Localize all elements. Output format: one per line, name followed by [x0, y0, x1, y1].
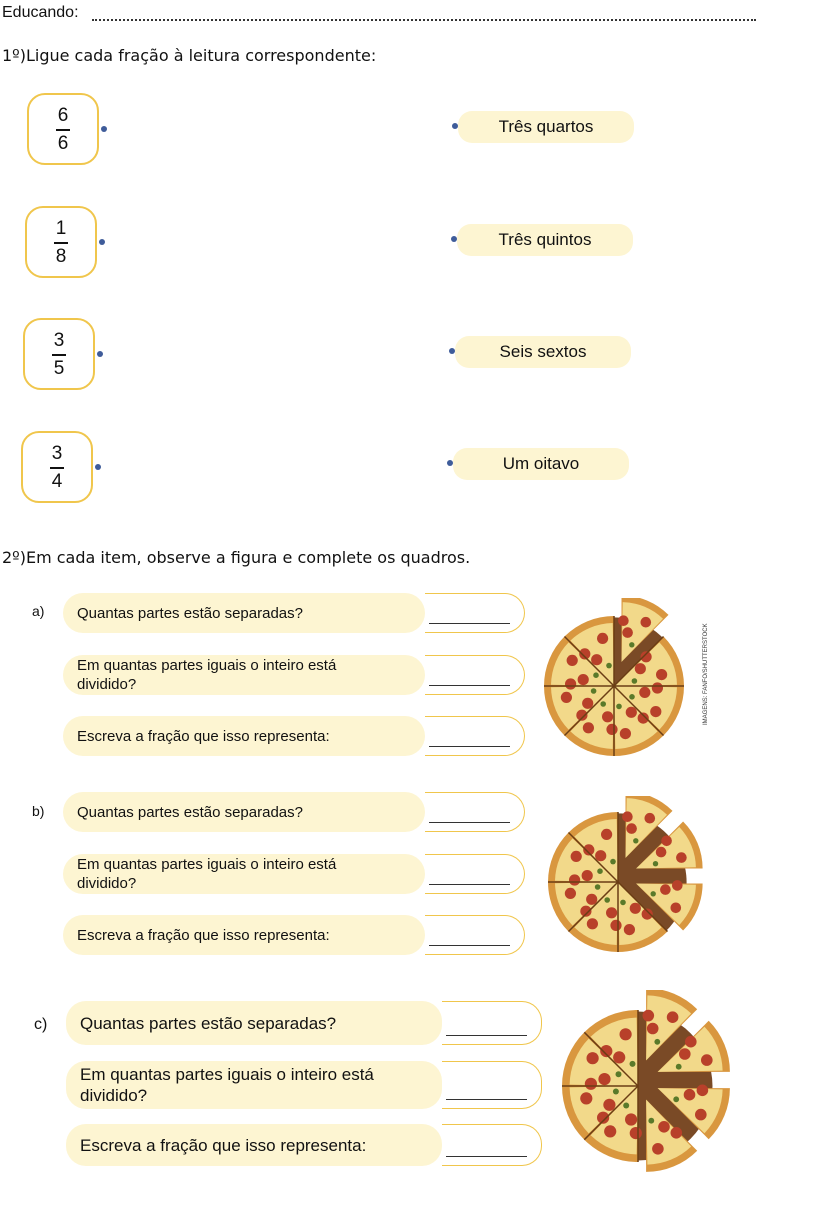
question-text: Quantas partes estão separadas?: [77, 604, 303, 622]
reading-pill-3: Seis sextos: [455, 336, 631, 368]
fraction-box-4: [21, 431, 93, 503]
fraction-numerator: 1: [55, 218, 67, 239]
item-letter-c: c): [34, 1016, 48, 1033]
item-b-question-separated: [63, 792, 525, 832]
answer-box[interactable]: [425, 655, 525, 695]
fraction-bar: [56, 129, 70, 131]
answer-box[interactable]: [425, 593, 525, 633]
item-c-question-fraction: [66, 1124, 542, 1164]
item-a-question-divided: [63, 655, 525, 695]
connect-dot-left-3[interactable]: [97, 351, 103, 357]
connect-dot-left-2[interactable]: [99, 239, 105, 245]
pizza-a-icon: [528, 598, 704, 760]
pizza-c-icon: [552, 990, 752, 1186]
question-text-line-2: dividido?: [77, 676, 137, 693]
item-letter-a: a): [32, 603, 45, 619]
question-1-title: 1º)Ligue cada fração à leitura correspondente:: [2, 46, 377, 65]
fraction-numerator: 3: [53, 330, 65, 351]
fraction-bar: [54, 242, 68, 244]
item-letter-b: b): [32, 803, 45, 819]
item-b-question-fraction: [63, 915, 525, 955]
fraction-box-3: [23, 318, 95, 390]
student-name-blank[interactable]: [92, 19, 756, 21]
fraction-bar: [50, 467, 64, 469]
question-text: Escreva a fração que isso representa:: [77, 926, 330, 944]
answer-box[interactable]: [425, 915, 525, 955]
fraction-bar: [52, 354, 66, 356]
answer-box[interactable]: [425, 854, 525, 894]
item-b-question-divided: [63, 854, 525, 894]
item-c-question-divided: [66, 1061, 542, 1105]
question-2-title: 2º)Em cada item, observe a figura e complete os quadros.: [2, 548, 471, 567]
item-a-question-fraction: [63, 716, 525, 756]
fraction-box-2: [25, 206, 97, 278]
item-c-question-separated: [66, 1001, 542, 1041]
image-credit: IMAGENS: FANFO/SHUTTERSTOCK: [703, 623, 709, 725]
question-text-line-2: dividido?: [80, 1086, 148, 1105]
answer-box[interactable]: [425, 716, 525, 756]
question-text: Quantas partes estão separadas?: [80, 1013, 337, 1033]
reading-pill-1: Três quartos: [458, 111, 634, 143]
fraction-denominator: 5: [53, 358, 65, 379]
answer-box[interactable]: [442, 1001, 542, 1045]
answer-box[interactable]: [442, 1061, 542, 1109]
question-text-line-1: Em quantas partes iguais o inteiro está: [77, 856, 337, 873]
student-label: Educando:: [2, 4, 79, 21]
answer-box[interactable]: [442, 1124, 542, 1166]
reading-pill-4: Um oitavo: [453, 448, 629, 480]
fraction-denominator: 6: [57, 133, 69, 154]
question-text-line-2: dividido?: [77, 875, 137, 892]
fraction-denominator: 8: [55, 246, 67, 267]
pizza-b-icon: [530, 796, 730, 956]
fraction-numerator: 6: [57, 105, 69, 126]
fraction-box-1: [27, 93, 99, 165]
fraction-numerator: 3: [51, 443, 63, 464]
question-text: Quantas partes estão separadas?: [77, 803, 303, 821]
answer-box[interactable]: [425, 792, 525, 832]
question-text: Escreva a fração que isso representa:: [77, 727, 330, 745]
connect-dot-left-4[interactable]: [95, 464, 101, 470]
student-name-line: [2, 4, 762, 26]
fraction-denominator: 4: [51, 471, 63, 492]
reading-pill-2: Três quintos: [457, 224, 633, 256]
question-text-line-1: Em quantas partes iguais o inteiro está: [80, 1065, 374, 1084]
question-text: Escreva a fração que isso representa:: [80, 1135, 367, 1155]
item-a-question-separated: [63, 593, 525, 633]
question-text-line-1: Em quantas partes iguais o inteiro está: [77, 657, 337, 674]
connect-dot-left-1[interactable]: [101, 126, 107, 132]
